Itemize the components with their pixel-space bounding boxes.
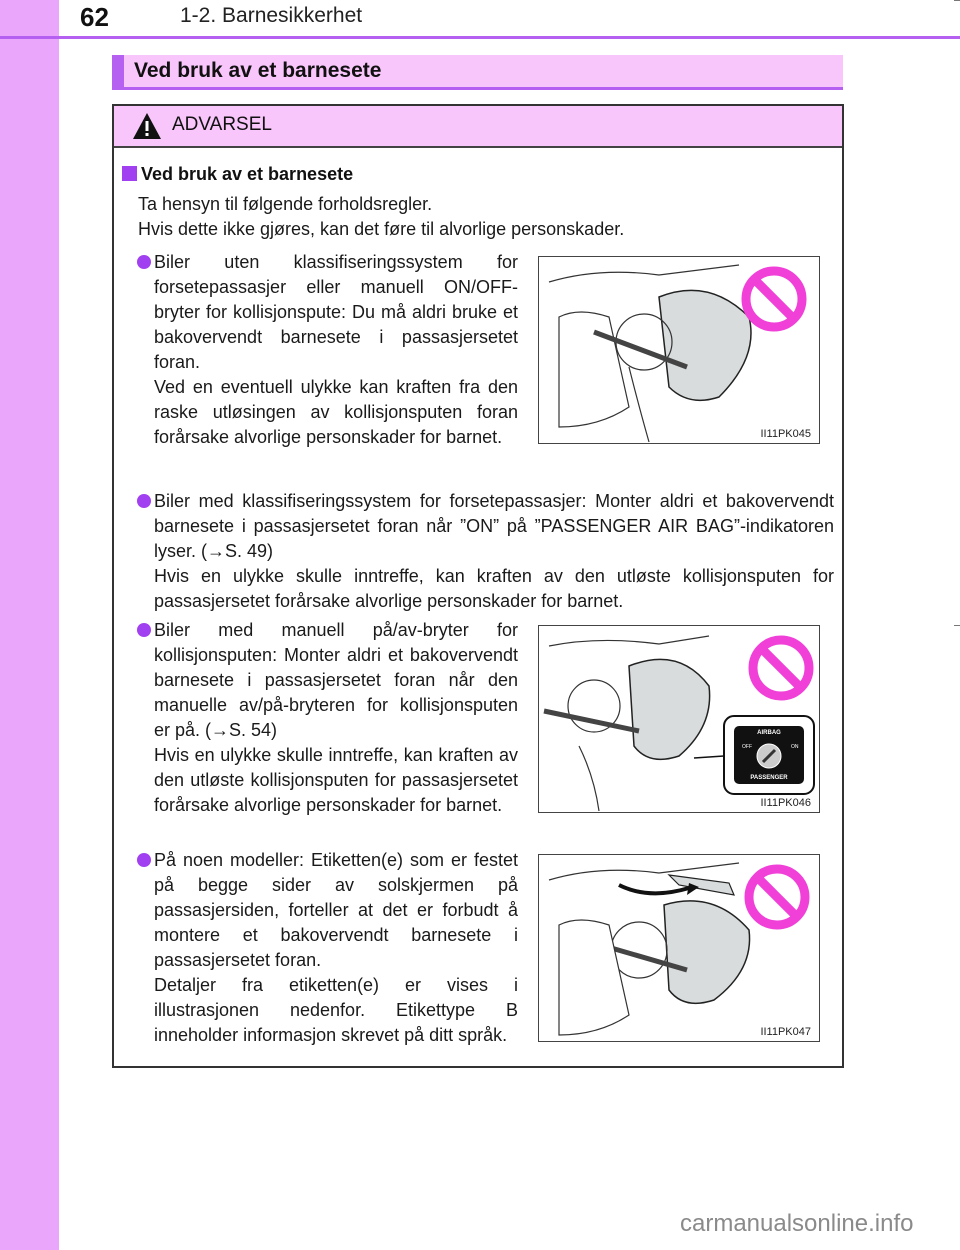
airbag-illustration-icon <box>539 257 820 444</box>
bullet-item: Biler uten klassifiseringssystem for forsetepassasjer eller manuell ON/OFF-bryter for kollisjonspute: Du må aldri bruke et bakovervendt barnesete i passasjersetet foran. Ved en eventuell ulykke kan kraften fra den raske utløsingen av kollisjonsputen foran forårsake alvorlige personskader for barnet. <box>154 250 518 450</box>
illustration-sun-visor-label <box>538 854 820 1042</box>
airbag-switch-illustration-icon <box>539 626 820 813</box>
svg-text:ON: ON <box>791 744 799 750</box>
bullet-dot-icon <box>137 623 151 637</box>
section-accent-bar <box>112 55 124 87</box>
page-number: 62 <box>80 2 109 32</box>
warning-triangle-icon <box>132 112 162 140</box>
watermark-link[interactable]: carmanualsonline.info <box>680 1210 914 1237</box>
illustration-airbag-manual-switch <box>538 625 820 813</box>
warning-header <box>114 106 842 148</box>
crop-mark <box>954 0 960 1</box>
figure-code: II11PK046 <box>760 797 811 809</box>
warning-intro: Ta hensyn til følgende forholdsregler. Hvis dette ikke gjøres, kan det føre til alvorlige personskader. <box>138 194 625 239</box>
warning-label: ADVARSEL <box>172 114 272 135</box>
svg-text:OFF: OFF <box>742 744 752 750</box>
bullet-dot-icon <box>137 853 151 867</box>
warning-box <box>112 104 844 1068</box>
left-margin-band <box>0 0 59 1250</box>
svg-text:PASSENGER: PASSENGER <box>750 775 788 781</box>
square-bullet-icon <box>122 166 137 181</box>
warning-subheading: Ved bruk av et barnesete <box>122 164 353 185</box>
section-title: Ved bruk av et barnesete <box>134 59 382 82</box>
svg-text:AIRBAG: AIRBAG <box>757 730 781 736</box>
header-divider <box>0 36 960 39</box>
illustration-airbag-rear-facing-seat <box>538 256 820 444</box>
figure-code: II11PK045 <box>760 428 811 440</box>
section-heading <box>112 55 843 90</box>
sun-visor-illustration-icon <box>539 855 820 1042</box>
bullet-dot-icon <box>137 494 151 508</box>
figure-code: II11PK047 <box>760 1026 811 1038</box>
crop-mark <box>954 625 960 626</box>
bullet-item: På noen modeller: Etiketten(e) som er festet på begge sider av solskjermen på passasjersiden, forteller at det er forbudt å montere et bakovervendt barnesete i passasjersetet foran. Detaljer fra etiketten(e) er vises i illustrasjonen nedenfor. Etikettype B inneholder informasjon skrevet på ditt språk. <box>154 848 518 1048</box>
chapter-title: 1-2. Barnesikkerhet <box>180 4 363 27</box>
bullet-item: Biler med manuell på/av-bryter for kollisjonsputen: Monter aldri et bakovervendt barnesete i passasjersetet foran når den manuelle av/på-bryteren for kollisjonsputen er på. (→S. 54) Hvis en ulykke skulle inntreffe, kan kraften av den utløste kollisjonsputen for passasjersetet forårsake alvorlige personskader for barnet. <box>154 618 518 818</box>
bullet-item: Biler med klassifiseringssystem for forsetepassasjer: Monter aldri et bakovervendt barnesete i passasjersetet foran når ”ON” på ”PASSENGER AIR BAG”-indikatoren lyser. (→S. 49) Hvis en ulykke skulle inntreffe, kan kraften av den utløste kollisjonsputen for passasjersetet forårsake alvorlige personskader for barnet. <box>154 489 834 614</box>
bullet-dot-icon <box>137 255 151 269</box>
